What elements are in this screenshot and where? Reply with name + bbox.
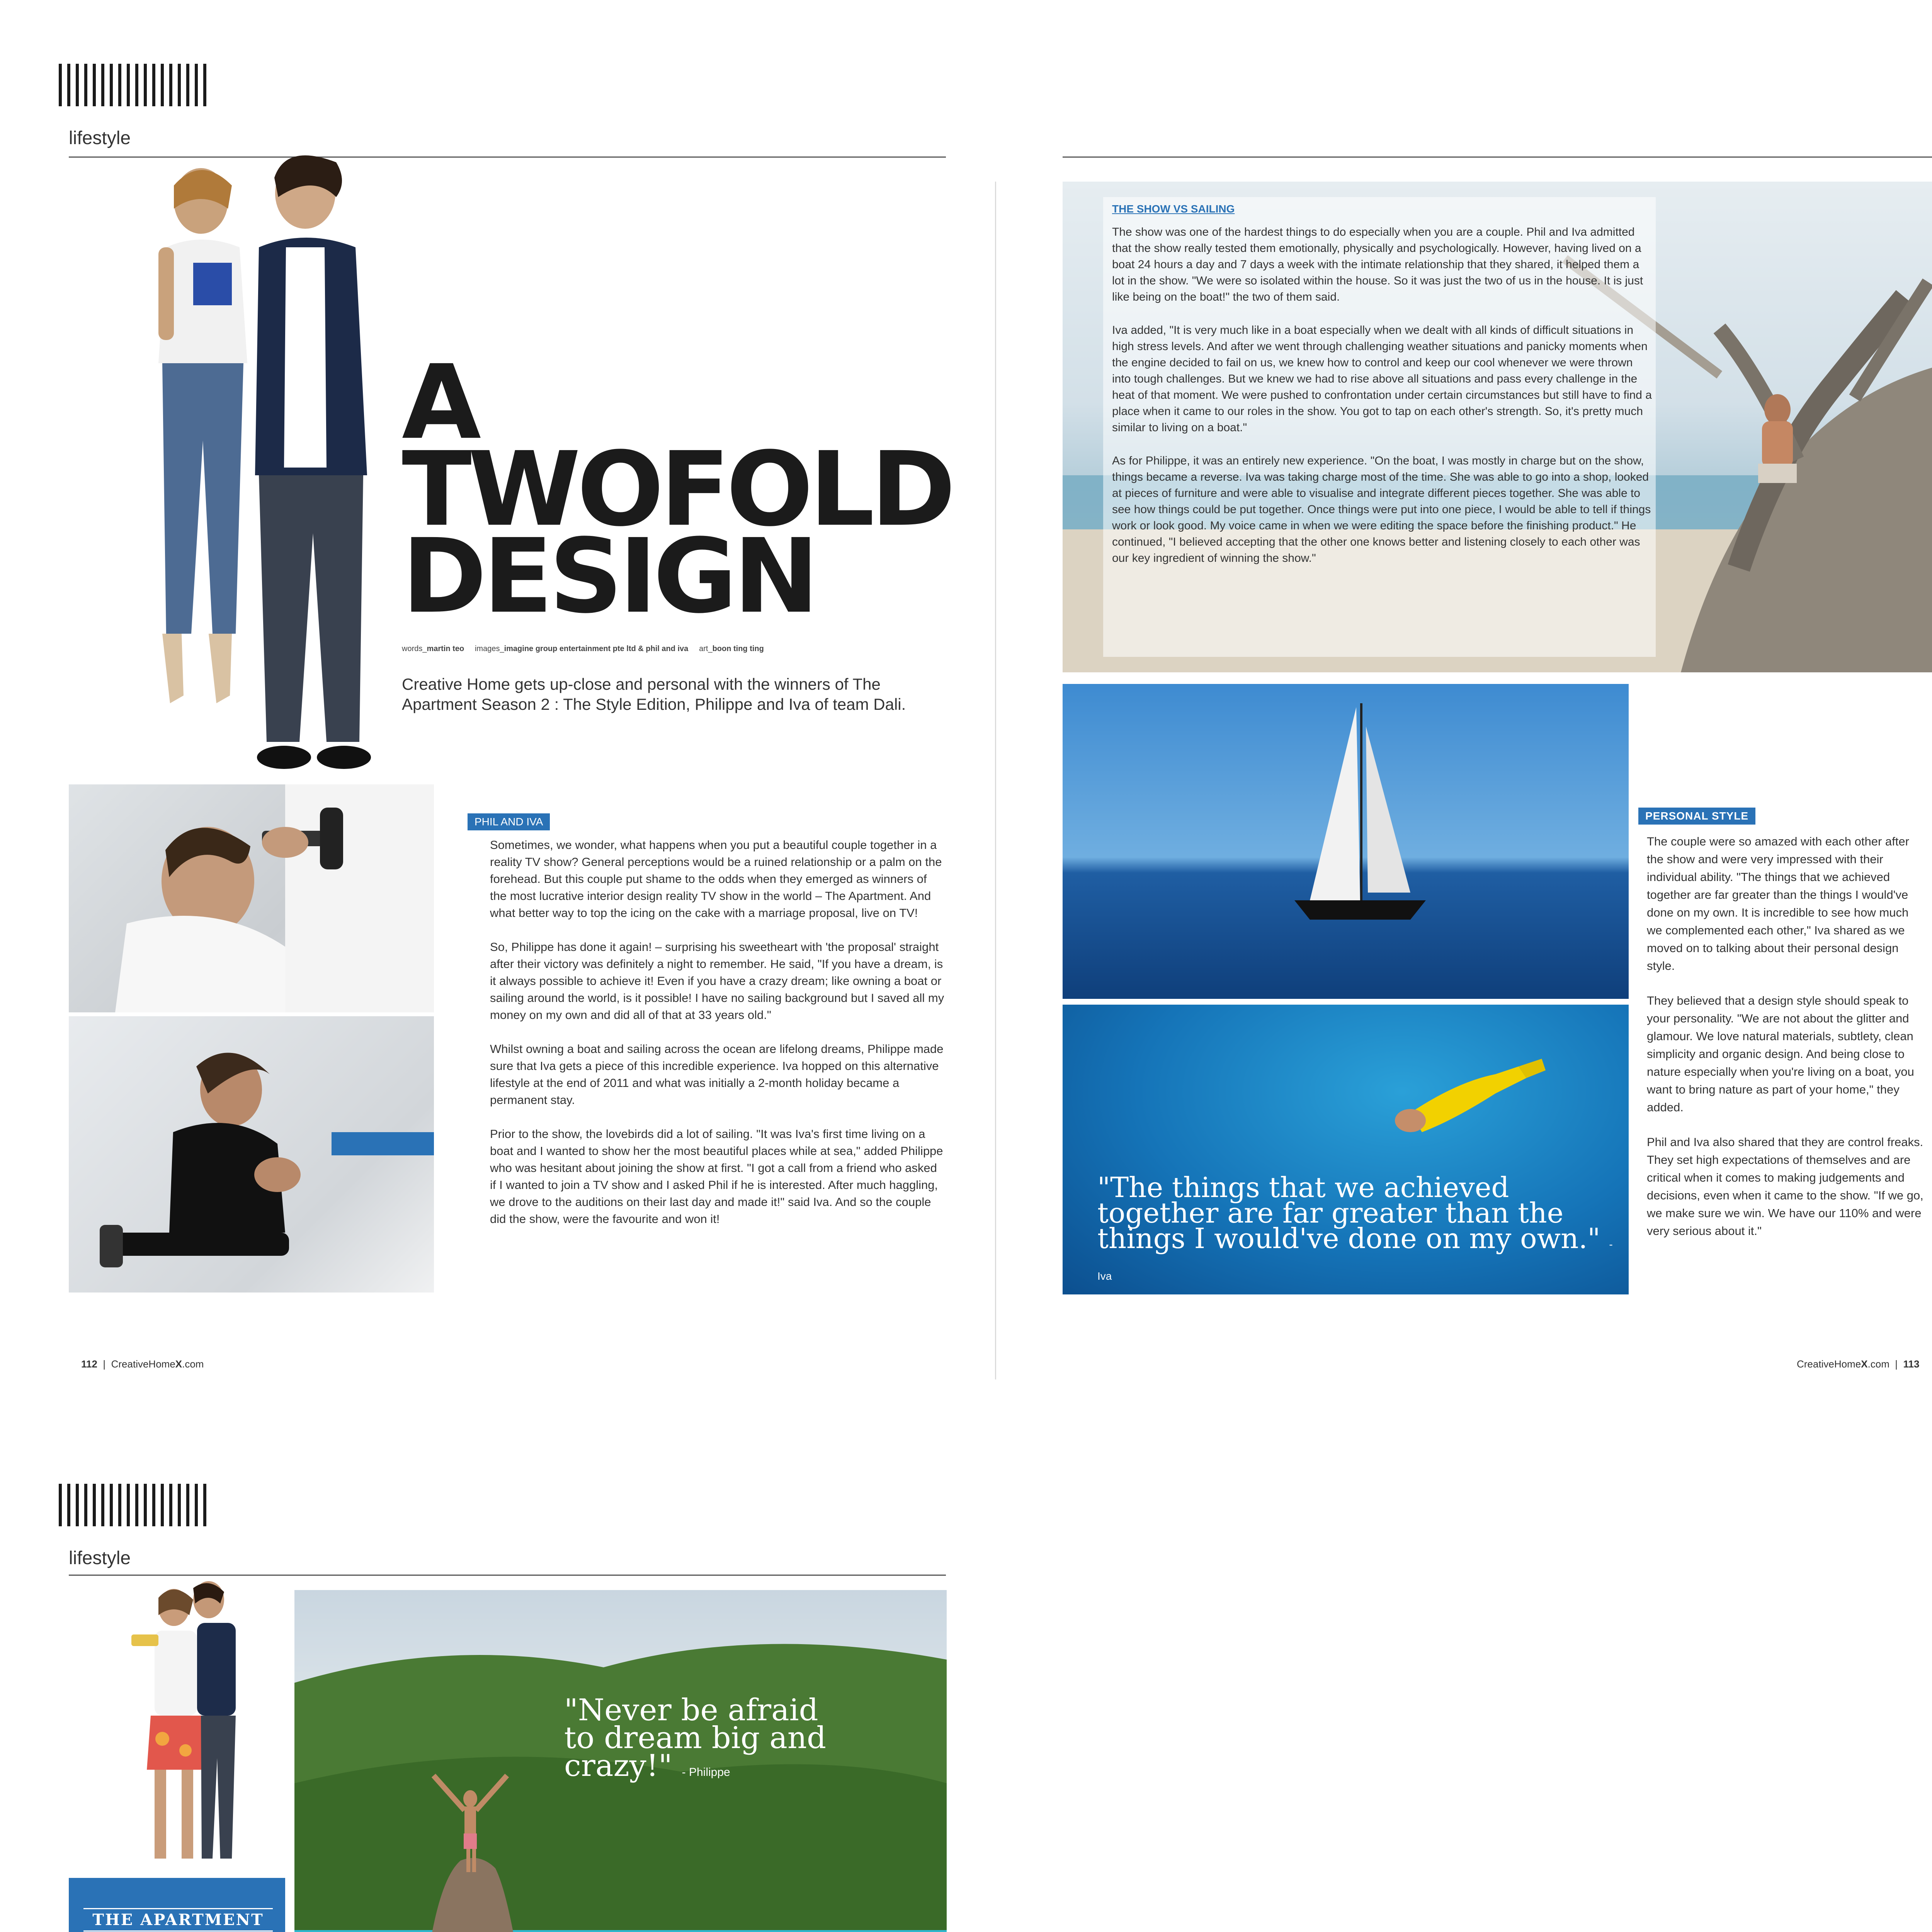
iva-drilling-photo — [69, 1016, 434, 1293]
page2-paragraph: As for Philippe, it was an entirely new experience. "On the boat, I was mostly in charge but on the show, things became a reverse. Iva was taking charge most of the time. She was able to go into a shop, looked at pieces of furniture and were able to visualise and integrate different pieces together. She was able to see how things could be put together. Once things were put into one piece, I would be able to tell if things work or look good. My voice came in when we were editing the space before the finishing product." He continued, "I believed accepting that the other one knows better and listening closely to each other was our key ingredient of winning the show." — [1112, 454, 1651, 565]
couple-portrait-photo — [104, 147, 413, 781]
philippe-quote-author: - Philippe — [682, 1766, 730, 1779]
personal-style-tag: PERSONAL STYLE — [1638, 808, 1755, 825]
headline-line-2: TWOFOLD — [402, 430, 952, 549]
show-vs-sailing-subhead: THE SHOW VS SAILING — [1112, 203, 1235, 215]
section-label: lifestyle — [69, 128, 131, 148]
page1-paragraph: Whilst owning a boat and sailing across the ocean are lifelong dreams, Philippe made sure that Iva gets a piece of this incredible experience. Iva hopped on this alternative lifestyle at the end of 2011 and what was initially a 2-month holiday became a permanent stay. — [490, 1042, 944, 1107]
barcode-graphic — [59, 1484, 212, 1526]
the-apartment-promo-box — [69, 1878, 285, 1932]
section-label: lifestyle — [69, 1548, 131, 1568]
page1-paragraph: Prior to the show, the lovebirds did a lot of sailing. "It was Iva's first time living on a boat and I wanted to show her the most beautiful places while at sea," added Philippe who was hesitant about joining the show at first. "I got a call from a friend who asked if I wanted to join a TV show and I asked Phil if he is interested. After much haggling, we drove to the auditions on their last day and made it!" said Iva. And so the couple did the show, were the favourite and won it! — [490, 1127, 943, 1226]
iva-quote-author: - Iva — [1097, 1238, 1613, 1282]
philippe-pull-quote — [564, 1693, 858, 1786]
page1-paragraph: So, Philippe has done it again! – surprising his sweetheart with 'the proposal' straight after their victory was definitely a night to remember. He said, "If you have a dream, is it always possible to achieve it! Even if you have a crazy dream; like owning a boat or sailing around the world, is it possible! I have no sailing background but I saved all my money on my own and did all of that at 33 years old." — [490, 940, 944, 1022]
phil-and-iva-tag: PHIL AND IVA — [468, 813, 550, 830]
page1-body — [490, 837, 946, 1245]
credits-line: words_martin teo images_imagine group entertainment pte ltd & phil and iva art_boon ting ting — [402, 645, 764, 653]
page1-paragraph: Sometimes, we wonder, what happens when you put a beautiful couple together in a reality TV show? General perceptions would be a ruined relationship or a palm on the forehead. But this couple put shame to the odds when they emerged as winners of the most lucrative interior design reality TV show in the world – The Apartment. And what better way to top the icing on the cake with a marriage proposal, live on TV! — [490, 838, 942, 920]
intro-text: Creative Home gets up-close and personal with the winners of The Apartment Season 2 : The Style Edition, Philippe and Iva of team Dali. — [402, 675, 906, 713]
iva-quote-text: "The things that we achieved together are far greater than the things I would've done on my own." — [1097, 1171, 1600, 1255]
philippe-quote-text: "Never be afraid to dream big and crazy!" — [564, 1693, 827, 1783]
philippe-drilling-photo — [69, 784, 434, 1012]
headline-line-3: DESIGN — [402, 517, 815, 636]
page2-side-body — [1647, 833, 1925, 1257]
iva-pull-quote — [1097, 1171, 1615, 1289]
page2-side-paragraph: Phil and Iva also shared that they are control freaks. They set high expectations of themselves and are critical when it comes to making judgements and decisions, even when it came to the show. "If we go, we make sure we win. We have our 110% and were very serious about it." — [1647, 1135, 1923, 1238]
page1-footer: 112 | CreativeHomeX.com — [81, 1358, 204, 1370]
page-spine — [995, 182, 996, 1379]
page2-paragraph: The show was one of the hardest things to do especially when you are a couple. Phil and Iva admitted that the show really tested them emotionally, physically and psychologically. However, having lived on a boat 24 hours a day and 7 days a week with the intimate relationship that they shared, it helped them a lot in the show. "We were so isolated within the house. So it was just the two of us in the house. It is just like being on the boat!" the two of them said. — [1112, 226, 1643, 303]
barcode-graphic — [59, 64, 212, 106]
headline — [402, 343, 952, 636]
page2-body — [1112, 224, 1653, 583]
page2-side-paragraph: The couple were so amazed with each other after the show and were very impressed with their individual ability. "The things that we achieved together are far greater than the things I would've done on my own. It is incredible to see how much we complemented each other," Iva shared as we moved on to talking about their personal design style. — [1647, 835, 1909, 973]
page2-paragraph: Iva added, "It is very much like in a boat especially when we dealt with all kinds of difficult situations in high stress levels. And after we went through challenging weather situations and panicky moments when the engine decided to fail on us, we knew how to control and keep our cool whenever we were thrown into tough challenges. But we knew we had to rise above all situations and pass every challenge in the heat of that moment. We were pushed to confrontation under certain circumstances but still have to find a place when it came to our roles in the show. You got to tap on each other's strength. So, it's pretty much similar to living on a boat." — [1112, 324, 1652, 434]
the-apartment-logo: THE APARTMENT — [83, 1908, 273, 1932]
page2-side-paragraph: They believed that a design style should speak to your personality. "We are not about the glitter and glamour. We love natural materials, subtlety, clean simplicity and organic design. And being close to nature especially when you're living on a boat, you want to bring nature as part of your home," they added. — [1647, 994, 1914, 1114]
page2-footer: CreativeHomeX.com | 113 — [1797, 1358, 1920, 1370]
sailboat-photo — [1063, 684, 1629, 999]
page2-rule — [1063, 156, 1932, 158]
headline-line-1: A — [402, 343, 478, 462]
couple-small-photo — [116, 1577, 263, 1878]
section-rule — [69, 1575, 946, 1576]
